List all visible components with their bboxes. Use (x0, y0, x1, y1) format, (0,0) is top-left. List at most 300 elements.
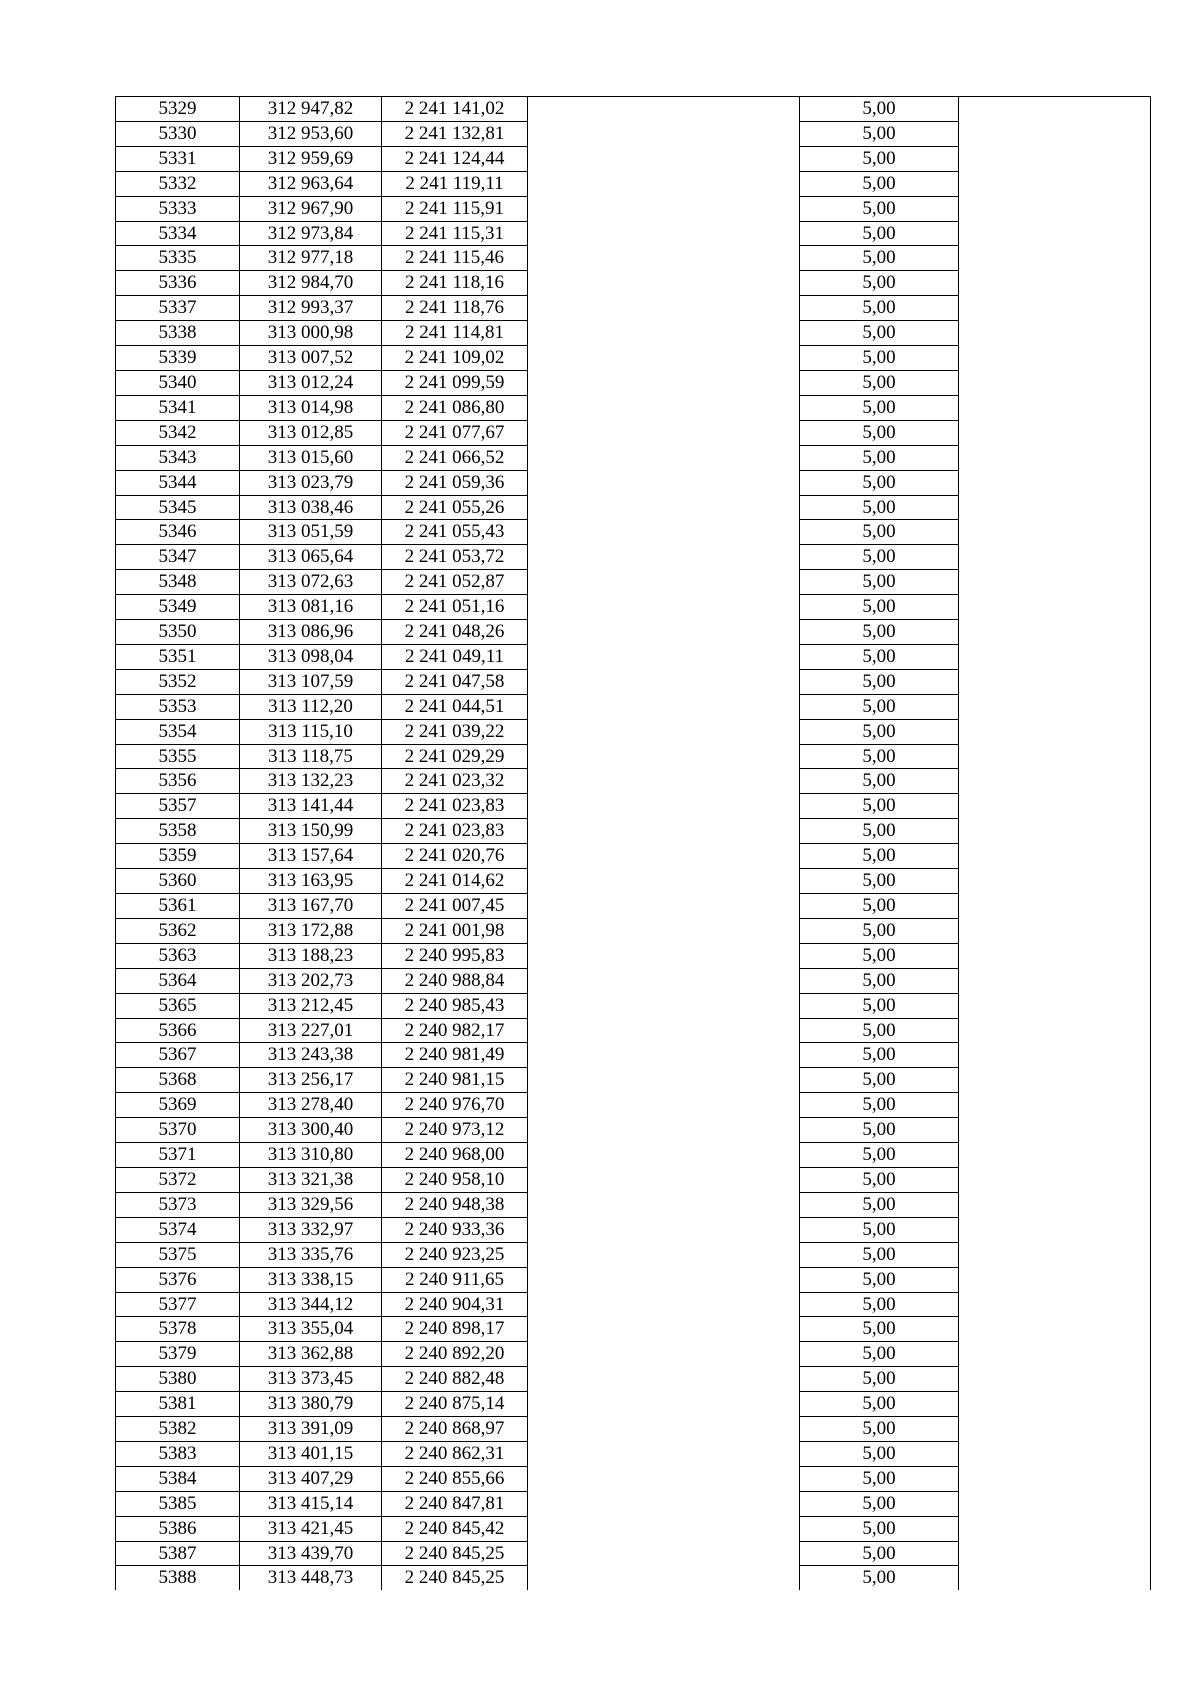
y-coordinate-cell: 2 241 039,22 (382, 719, 528, 744)
empty-cell (959, 993, 1151, 1018)
x-coordinate-cell: 313 310,80 (240, 1143, 382, 1168)
y-coordinate-cell: 2 240 958,10 (382, 1167, 528, 1192)
x-coordinate-cell: 313 163,95 (240, 869, 382, 894)
x-coordinate-cell: 313 380,79 (240, 1392, 382, 1417)
y-coordinate-cell: 2 240 981,49 (382, 1043, 528, 1068)
y-coordinate-cell: 2 241 086,80 (382, 395, 528, 420)
point-number-cell: 5369 (116, 1093, 240, 1118)
empty-cell (959, 1143, 1151, 1168)
empty-cell (528, 1167, 800, 1192)
x-coordinate-cell: 312 984,70 (240, 271, 382, 296)
accuracy-cell: 5,00 (800, 1043, 959, 1068)
accuracy-cell: 5,00 (800, 1167, 959, 1192)
accuracy-cell: 5,00 (800, 620, 959, 645)
table-row (116, 620, 1151, 645)
y-coordinate-cell: 2 241 115,31 (382, 221, 528, 246)
y-coordinate-cell: 2 241 023,83 (382, 819, 528, 844)
empty-cell (528, 1566, 800, 1590)
empty-cell (959, 271, 1151, 296)
empty-cell (528, 221, 800, 246)
x-coordinate-cell: 313 401,15 (240, 1441, 382, 1466)
x-coordinate-cell: 313 407,29 (240, 1466, 382, 1491)
x-coordinate-cell: 313 023,79 (240, 470, 382, 495)
accuracy-cell: 5,00 (800, 271, 959, 296)
accuracy-cell: 5,00 (800, 1143, 959, 1168)
empty-cell (959, 1342, 1151, 1367)
y-coordinate-cell: 2 241 099,59 (382, 370, 528, 395)
table-row (116, 196, 1151, 221)
accuracy-cell: 5,00 (800, 1118, 959, 1143)
table-row (116, 1441, 1151, 1466)
accuracy-cell: 5,00 (800, 545, 959, 570)
y-coordinate-cell: 2 241 023,83 (382, 794, 528, 819)
empty-cell (959, 595, 1151, 620)
point-number-cell: 5338 (116, 321, 240, 346)
point-number-cell: 5386 (116, 1516, 240, 1541)
x-coordinate-cell: 313 448,73 (240, 1566, 382, 1590)
point-number-cell: 5362 (116, 918, 240, 943)
empty-cell (528, 171, 800, 196)
y-coordinate-cell: 2 240 868,97 (382, 1417, 528, 1442)
x-coordinate-cell: 313 118,75 (240, 744, 382, 769)
accuracy-cell: 5,00 (800, 918, 959, 943)
point-number-cell: 5374 (116, 1217, 240, 1242)
y-coordinate-cell: 2 241 132,81 (382, 121, 528, 146)
table-row (116, 146, 1151, 171)
table-row (116, 1068, 1151, 1093)
x-coordinate-cell: 313 338,15 (240, 1267, 382, 1292)
empty-cell (959, 869, 1151, 894)
table-row (116, 1342, 1151, 1367)
table-row (116, 470, 1151, 495)
empty-cell (528, 121, 800, 146)
empty-cell (959, 420, 1151, 445)
empty-cell (528, 395, 800, 420)
coordinates-table-body (116, 97, 1151, 1591)
y-coordinate-cell: 2 241 119,11 (382, 171, 528, 196)
table-row (116, 794, 1151, 819)
table-row (116, 1292, 1151, 1317)
y-coordinate-cell: 2 241 051,16 (382, 595, 528, 620)
empty-cell (959, 1068, 1151, 1093)
table-row (116, 719, 1151, 744)
table-row (116, 918, 1151, 943)
y-coordinate-cell: 2 241 066,52 (382, 445, 528, 470)
table-row (116, 570, 1151, 595)
accuracy-cell: 5,00 (800, 769, 959, 794)
y-coordinate-cell: 2 241 055,43 (382, 520, 528, 545)
point-number-cell: 5387 (116, 1541, 240, 1566)
x-coordinate-cell: 313 188,23 (240, 943, 382, 968)
table-row (116, 1317, 1151, 1342)
empty-cell (959, 644, 1151, 669)
empty-cell (959, 1367, 1151, 1392)
table-row (116, 1516, 1151, 1541)
point-number-cell: 5335 (116, 246, 240, 271)
x-coordinate-cell: 313 227,01 (240, 1018, 382, 1043)
table-row (116, 97, 1151, 122)
x-coordinate-cell: 313 362,88 (240, 1342, 382, 1367)
accuracy-cell: 5,00 (800, 819, 959, 844)
y-coordinate-cell: 2 240 875,14 (382, 1392, 528, 1417)
empty-cell (528, 1217, 800, 1242)
table-row (116, 644, 1151, 669)
x-coordinate-cell: 313 329,56 (240, 1192, 382, 1217)
empty-cell (528, 1491, 800, 1516)
point-number-cell: 5379 (116, 1342, 240, 1367)
x-coordinate-cell: 313 167,70 (240, 894, 382, 919)
empty-cell (528, 196, 800, 221)
empty-cell (528, 495, 800, 520)
y-coordinate-cell: 2 241 124,44 (382, 146, 528, 171)
table-row (116, 1043, 1151, 1068)
table-row (116, 1118, 1151, 1143)
empty-cell (959, 769, 1151, 794)
y-coordinate-cell: 2 240 882,48 (382, 1367, 528, 1392)
accuracy-cell: 5,00 (800, 1516, 959, 1541)
accuracy-cell: 5,00 (800, 1566, 959, 1590)
y-coordinate-cell: 2 241 029,29 (382, 744, 528, 769)
empty-cell (528, 819, 800, 844)
x-coordinate-cell: 313 038,46 (240, 495, 382, 520)
empty-cell (959, 943, 1151, 968)
accuracy-cell: 5,00 (800, 1367, 959, 1392)
table-row (116, 595, 1151, 620)
empty-cell (528, 1118, 800, 1143)
point-number-cell: 5355 (116, 744, 240, 769)
table-row (116, 943, 1151, 968)
accuracy-cell: 5,00 (800, 1317, 959, 1342)
empty-cell (528, 1292, 800, 1317)
y-coordinate-cell: 2 240 988,84 (382, 968, 528, 993)
table-row (116, 296, 1151, 321)
y-coordinate-cell: 2 241 077,67 (382, 420, 528, 445)
empty-cell (959, 121, 1151, 146)
y-coordinate-cell: 2 241 141,02 (382, 97, 528, 122)
y-coordinate-cell: 2 240 973,12 (382, 1118, 528, 1143)
empty-cell (959, 1417, 1151, 1442)
empty-cell (528, 595, 800, 620)
point-number-cell: 5363 (116, 943, 240, 968)
point-number-cell: 5385 (116, 1491, 240, 1516)
empty-cell (959, 1317, 1151, 1342)
point-number-cell: 5342 (116, 420, 240, 445)
accuracy-cell: 5,00 (800, 321, 959, 346)
table-row (116, 321, 1151, 346)
point-number-cell: 5346 (116, 520, 240, 545)
empty-cell (959, 196, 1151, 221)
table-row (116, 495, 1151, 520)
accuracy-cell: 5,00 (800, 221, 959, 246)
x-coordinate-cell: 312 967,90 (240, 196, 382, 221)
table-row (116, 1392, 1151, 1417)
accuracy-cell: 5,00 (800, 894, 959, 919)
y-coordinate-cell: 2 240 855,66 (382, 1466, 528, 1491)
empty-cell (959, 1043, 1151, 1068)
x-coordinate-cell: 313 107,59 (240, 669, 382, 694)
y-coordinate-cell: 2 240 862,31 (382, 1441, 528, 1466)
point-number-cell: 5349 (116, 595, 240, 620)
empty-cell (959, 1267, 1151, 1292)
x-coordinate-cell: 313 051,59 (240, 520, 382, 545)
y-coordinate-cell: 2 241 059,36 (382, 470, 528, 495)
empty-cell (528, 97, 800, 122)
point-number-cell: 5367 (116, 1043, 240, 1068)
y-coordinate-cell: 2 240 995,83 (382, 943, 528, 968)
x-coordinate-cell: 313 000,98 (240, 321, 382, 346)
empty-cell (959, 370, 1151, 395)
empty-cell (528, 1466, 800, 1491)
empty-cell (959, 570, 1151, 595)
table-row (116, 1018, 1151, 1043)
accuracy-cell: 5,00 (800, 1541, 959, 1566)
empty-cell (959, 395, 1151, 420)
empty-cell (959, 620, 1151, 645)
point-number-cell: 5366 (116, 1018, 240, 1043)
accuracy-cell: 5,00 (800, 1441, 959, 1466)
y-coordinate-cell: 2 240 845,25 (382, 1541, 528, 1566)
point-number-cell: 5334 (116, 221, 240, 246)
point-number-cell: 5381 (116, 1392, 240, 1417)
empty-cell (528, 968, 800, 993)
table-row (116, 769, 1151, 794)
empty-cell (528, 1541, 800, 1566)
table-row (116, 1242, 1151, 1267)
accuracy-cell: 5,00 (800, 1068, 959, 1093)
accuracy-cell: 5,00 (800, 420, 959, 445)
table-row (116, 545, 1151, 570)
y-coordinate-cell: 2 241 115,46 (382, 246, 528, 271)
table-row (116, 1417, 1151, 1442)
empty-cell (528, 1242, 800, 1267)
empty-cell (959, 171, 1151, 196)
empty-cell (959, 445, 1151, 470)
x-coordinate-cell: 313 300,40 (240, 1118, 382, 1143)
table-row (116, 395, 1151, 420)
y-coordinate-cell: 2 241 047,58 (382, 669, 528, 694)
x-coordinate-cell: 312 953,60 (240, 121, 382, 146)
y-coordinate-cell: 2 241 055,26 (382, 495, 528, 520)
point-number-cell: 5341 (116, 395, 240, 420)
table-row (116, 171, 1151, 196)
point-number-cell: 5343 (116, 445, 240, 470)
table-row (116, 694, 1151, 719)
empty-cell (528, 1367, 800, 1392)
table-row (116, 1367, 1151, 1392)
empty-cell (959, 1118, 1151, 1143)
accuracy-cell: 5,00 (800, 719, 959, 744)
x-coordinate-cell: 312 993,37 (240, 296, 382, 321)
accuracy-cell: 5,00 (800, 844, 959, 869)
empty-cell (959, 1292, 1151, 1317)
empty-cell (959, 470, 1151, 495)
y-coordinate-cell: 2 240 923,25 (382, 1242, 528, 1267)
point-number-cell: 5359 (116, 844, 240, 869)
empty-cell (528, 769, 800, 794)
y-coordinate-cell: 2 241 007,45 (382, 894, 528, 919)
y-coordinate-cell: 2 241 109,02 (382, 346, 528, 371)
empty-cell (959, 296, 1151, 321)
table-row (116, 1466, 1151, 1491)
y-coordinate-cell: 2 240 981,15 (382, 1068, 528, 1093)
x-coordinate-cell: 313 415,14 (240, 1491, 382, 1516)
accuracy-cell: 5,00 (800, 196, 959, 221)
accuracy-cell: 5,00 (800, 296, 959, 321)
empty-cell (959, 1018, 1151, 1043)
empty-cell (959, 520, 1151, 545)
point-number-cell: 5358 (116, 819, 240, 844)
empty-cell (959, 246, 1151, 271)
accuracy-cell: 5,00 (800, 445, 959, 470)
y-coordinate-cell: 2 240 845,25 (382, 1566, 528, 1590)
empty-cell (528, 1192, 800, 1217)
empty-cell (959, 968, 1151, 993)
empty-cell (528, 1417, 800, 1442)
accuracy-cell: 5,00 (800, 595, 959, 620)
accuracy-cell: 5,00 (800, 1292, 959, 1317)
x-coordinate-cell: 313 150,99 (240, 819, 382, 844)
empty-cell (959, 1192, 1151, 1217)
point-number-cell: 5384 (116, 1466, 240, 1491)
x-coordinate-cell: 313 015,60 (240, 445, 382, 470)
x-coordinate-cell: 313 421,45 (240, 1516, 382, 1541)
accuracy-cell: 5,00 (800, 943, 959, 968)
accuracy-cell: 5,00 (800, 869, 959, 894)
x-coordinate-cell: 313 355,04 (240, 1317, 382, 1342)
empty-cell (528, 246, 800, 271)
x-coordinate-cell: 312 947,82 (240, 97, 382, 122)
x-coordinate-cell: 313 321,38 (240, 1167, 382, 1192)
accuracy-cell: 5,00 (800, 744, 959, 769)
point-number-cell: 5364 (116, 968, 240, 993)
point-number-cell: 5351 (116, 644, 240, 669)
table-row (116, 669, 1151, 694)
coordinates-table (115, 96, 1151, 1590)
x-coordinate-cell: 313 132,23 (240, 769, 382, 794)
empty-cell (959, 545, 1151, 570)
point-number-cell: 5339 (116, 346, 240, 371)
x-coordinate-cell: 313 012,24 (240, 370, 382, 395)
point-number-cell: 5360 (116, 869, 240, 894)
empty-cell (959, 146, 1151, 171)
x-coordinate-cell: 313 344,12 (240, 1292, 382, 1317)
x-coordinate-cell: 313 439,70 (240, 1541, 382, 1566)
y-coordinate-cell: 2 241 053,72 (382, 545, 528, 570)
x-coordinate-cell: 313 335,76 (240, 1242, 382, 1267)
empty-cell (528, 1267, 800, 1292)
x-coordinate-cell: 313 065,64 (240, 545, 382, 570)
empty-cell (959, 744, 1151, 769)
table-row (116, 420, 1151, 445)
accuracy-cell: 5,00 (800, 694, 959, 719)
accuracy-cell: 5,00 (800, 346, 959, 371)
x-coordinate-cell: 313 373,45 (240, 1367, 382, 1392)
point-number-cell: 5382 (116, 1417, 240, 1442)
y-coordinate-cell: 2 241 118,16 (382, 271, 528, 296)
empty-cell (959, 1392, 1151, 1417)
accuracy-cell: 5,00 (800, 1491, 959, 1516)
point-number-cell: 5372 (116, 1167, 240, 1192)
accuracy-cell: 5,00 (800, 669, 959, 694)
empty-cell (528, 869, 800, 894)
accuracy-cell: 5,00 (800, 395, 959, 420)
accuracy-cell: 5,00 (800, 520, 959, 545)
table-row (116, 869, 1151, 894)
table-row (116, 121, 1151, 146)
point-number-cell: 5357 (116, 794, 240, 819)
x-coordinate-cell: 313 072,63 (240, 570, 382, 595)
empty-cell (528, 1043, 800, 1068)
x-coordinate-cell: 313 012,85 (240, 420, 382, 445)
empty-cell (959, 819, 1151, 844)
point-number-cell: 5388 (116, 1566, 240, 1590)
x-coordinate-cell: 313 115,10 (240, 719, 382, 744)
accuracy-cell: 5,00 (800, 146, 959, 171)
empty-cell (959, 221, 1151, 246)
y-coordinate-cell: 2 241 114,81 (382, 321, 528, 346)
table-row (116, 1566, 1151, 1590)
empty-cell (528, 1317, 800, 1342)
empty-cell (959, 918, 1151, 943)
point-number-cell: 5376 (116, 1267, 240, 1292)
y-coordinate-cell: 2 241 052,87 (382, 570, 528, 595)
empty-cell (959, 1541, 1151, 1566)
accuracy-cell: 5,00 (800, 968, 959, 993)
x-coordinate-cell: 313 332,97 (240, 1217, 382, 1242)
point-number-cell: 5373 (116, 1192, 240, 1217)
table-row (116, 1167, 1151, 1192)
table-row (116, 1192, 1151, 1217)
point-number-cell: 5340 (116, 370, 240, 395)
x-coordinate-cell: 313 112,20 (240, 694, 382, 719)
table-row (116, 246, 1151, 271)
x-coordinate-cell: 313 007,52 (240, 346, 382, 371)
empty-cell (959, 794, 1151, 819)
point-number-cell: 5348 (116, 570, 240, 595)
accuracy-cell: 5,00 (800, 1466, 959, 1491)
x-coordinate-cell: 313 256,17 (240, 1068, 382, 1093)
x-coordinate-cell: 313 202,73 (240, 968, 382, 993)
table-row (116, 744, 1151, 769)
point-number-cell: 5354 (116, 719, 240, 744)
accuracy-cell: 5,00 (800, 1093, 959, 1118)
y-coordinate-cell: 2 240 933,36 (382, 1217, 528, 1242)
table-row (116, 844, 1151, 869)
y-coordinate-cell: 2 240 948,38 (382, 1192, 528, 1217)
x-coordinate-cell: 313 098,04 (240, 644, 382, 669)
empty-cell (959, 1466, 1151, 1491)
empty-cell (528, 644, 800, 669)
empty-cell (528, 794, 800, 819)
point-number-cell: 5333 (116, 196, 240, 221)
point-number-cell: 5368 (116, 1068, 240, 1093)
table-row (116, 819, 1151, 844)
y-coordinate-cell: 2 240 847,81 (382, 1491, 528, 1516)
y-coordinate-cell: 2 241 001,98 (382, 918, 528, 943)
accuracy-cell: 5,00 (800, 97, 959, 122)
empty-cell (528, 271, 800, 296)
y-coordinate-cell: 2 240 898,17 (382, 1317, 528, 1342)
table-row (116, 346, 1151, 371)
accuracy-cell: 5,00 (800, 644, 959, 669)
table-row (116, 1491, 1151, 1516)
empty-cell (528, 993, 800, 1018)
accuracy-cell: 5,00 (800, 470, 959, 495)
empty-cell (959, 694, 1151, 719)
y-coordinate-cell: 2 240 976,70 (382, 1093, 528, 1118)
x-coordinate-cell: 313 172,88 (240, 918, 382, 943)
empty-cell (528, 1018, 800, 1043)
